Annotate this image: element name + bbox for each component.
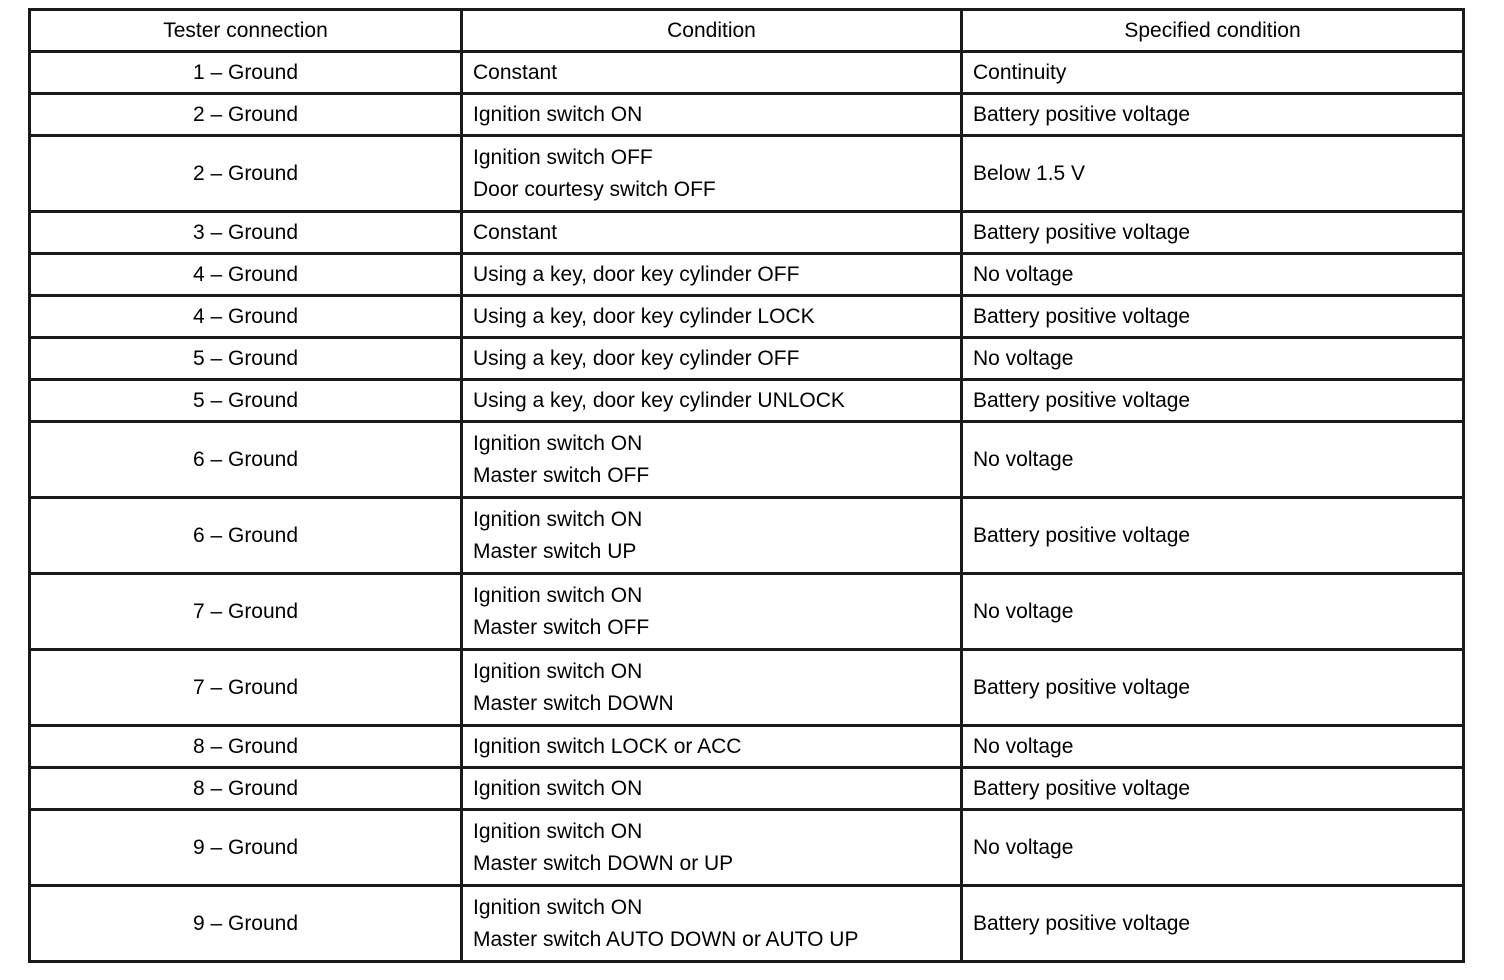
tester-connection-cell: 8 – Ground	[30, 768, 462, 810]
header-row	[30, 10, 1464, 52]
tester-connection-cell: 5 – Ground	[30, 338, 462, 380]
specified-condition-cell: Continuity	[962, 52, 1464, 94]
tester-connection-cell: 4 – Ground	[30, 296, 462, 338]
specified-condition-cell: Battery positive voltage	[962, 498, 1464, 574]
condition-line: Master switch AUTO DOWN or AUTO UP	[473, 927, 859, 951]
table-row	[30, 810, 1464, 886]
condition-cell	[462, 380, 962, 422]
spec-table	[28, 8, 1465, 963]
condition-line: Ignition switch ON	[473, 776, 643, 800]
condition-line: Ignition switch ON	[473, 659, 643, 683]
table-row	[30, 650, 1464, 726]
tester-connection-cell: 2 – Ground	[30, 136, 462, 212]
specified-condition-cell: Below 1.5 V	[962, 136, 1464, 212]
specified-condition-cell: Battery positive voltage	[962, 650, 1464, 726]
condition-cell	[462, 94, 962, 136]
condition-cell	[462, 254, 962, 296]
table-row	[30, 498, 1464, 574]
condition-line: Constant	[473, 60, 558, 84]
specified-condition-cell: Battery positive voltage	[962, 886, 1464, 962]
table-row	[30, 136, 1464, 212]
tester-connection-cell: 7 – Ground	[30, 650, 462, 726]
condition-line: Master switch UP	[473, 539, 637, 563]
header-specified-condition: Specified condition	[962, 10, 1464, 52]
condition-line: Using a key, door key cylinder LOCK	[473, 304, 815, 328]
tester-connection-cell: 3 – Ground	[30, 212, 462, 254]
condition-cell	[462, 296, 962, 338]
table-row	[30, 768, 1464, 810]
specified-condition-cell: Battery positive voltage	[962, 212, 1464, 254]
specified-condition-cell: Battery positive voltage	[962, 94, 1464, 136]
condition-line: Ignition switch ON	[473, 431, 643, 455]
specified-condition-cell: No voltage	[962, 810, 1464, 886]
tester-connection-cell: 5 – Ground	[30, 380, 462, 422]
table-row	[30, 422, 1464, 498]
header-tester-connection: Tester connection	[30, 10, 462, 52]
specified-condition-cell: Battery positive voltage	[962, 380, 1464, 422]
condition-cell	[462, 212, 962, 254]
condition-line: Master switch DOWN or UP	[473, 851, 734, 875]
tester-connection-cell: 9 – Ground	[30, 810, 462, 886]
condition-cell	[462, 52, 962, 94]
table-row	[30, 380, 1464, 422]
condition-line: Constant	[473, 220, 558, 244]
table-row	[30, 212, 1464, 254]
tester-connection-cell: 2 – Ground	[30, 94, 462, 136]
condition-cell	[462, 338, 962, 380]
table-row	[30, 338, 1464, 380]
condition-cell	[462, 726, 962, 768]
condition-cell	[462, 810, 962, 886]
tester-connection-cell: 4 – Ground	[30, 254, 462, 296]
table-row	[30, 94, 1464, 136]
specified-condition-cell: No voltage	[962, 422, 1464, 498]
condition-cell	[462, 650, 962, 726]
tester-connection-cell: 7 – Ground	[30, 574, 462, 650]
condition-line: Using a key, door key cylinder OFF	[473, 262, 800, 286]
header-condition: Condition	[462, 10, 962, 52]
condition-line: Master switch DOWN	[473, 691, 674, 715]
condition-line: Ignition switch OFF	[473, 145, 653, 169]
condition-line: Using a key, door key cylinder UNLOCK	[473, 388, 845, 412]
tester-connection-cell: 9 – Ground	[30, 886, 462, 962]
specified-condition-cell: No voltage	[962, 726, 1464, 768]
condition-line: Master switch OFF	[473, 463, 650, 487]
condition-cell	[462, 498, 962, 574]
condition-line: Using a key, door key cylinder OFF	[473, 346, 800, 370]
condition-cell	[462, 136, 962, 212]
specified-condition-cell: No voltage	[962, 254, 1464, 296]
condition-cell	[462, 574, 962, 650]
table-row	[30, 574, 1464, 650]
specified-condition-cell: No voltage	[962, 574, 1464, 650]
condition-line: Ignition switch ON	[473, 102, 643, 126]
table-row	[30, 296, 1464, 338]
tester-connection-cell: 6 – Ground	[30, 422, 462, 498]
condition-line: Ignition switch LOCK or ACC	[473, 734, 742, 758]
condition-line: Ignition switch ON	[473, 819, 643, 843]
table-row	[30, 886, 1464, 962]
condition-line: Ignition switch ON	[473, 583, 643, 607]
table-row	[30, 726, 1464, 768]
table-row	[30, 254, 1464, 296]
specified-condition-cell: Battery positive voltage	[962, 768, 1464, 810]
specified-condition-cell: Battery positive voltage	[962, 296, 1464, 338]
table-body	[30, 52, 1464, 962]
condition-line: Ignition switch ON	[473, 895, 643, 919]
tester-connection-cell: 6 – Ground	[30, 498, 462, 574]
condition-cell	[462, 422, 962, 498]
tester-connection-cell: 8 – Ground	[30, 726, 462, 768]
table-row	[30, 52, 1464, 94]
condition-cell	[462, 886, 962, 962]
condition-line: Door courtesy switch OFF	[473, 177, 716, 201]
tester-connection-cell: 1 – Ground	[30, 52, 462, 94]
condition-line: Master switch OFF	[473, 615, 650, 639]
specified-condition-cell: No voltage	[962, 338, 1464, 380]
condition-cell	[462, 768, 962, 810]
condition-line: Ignition switch ON	[473, 507, 643, 531]
